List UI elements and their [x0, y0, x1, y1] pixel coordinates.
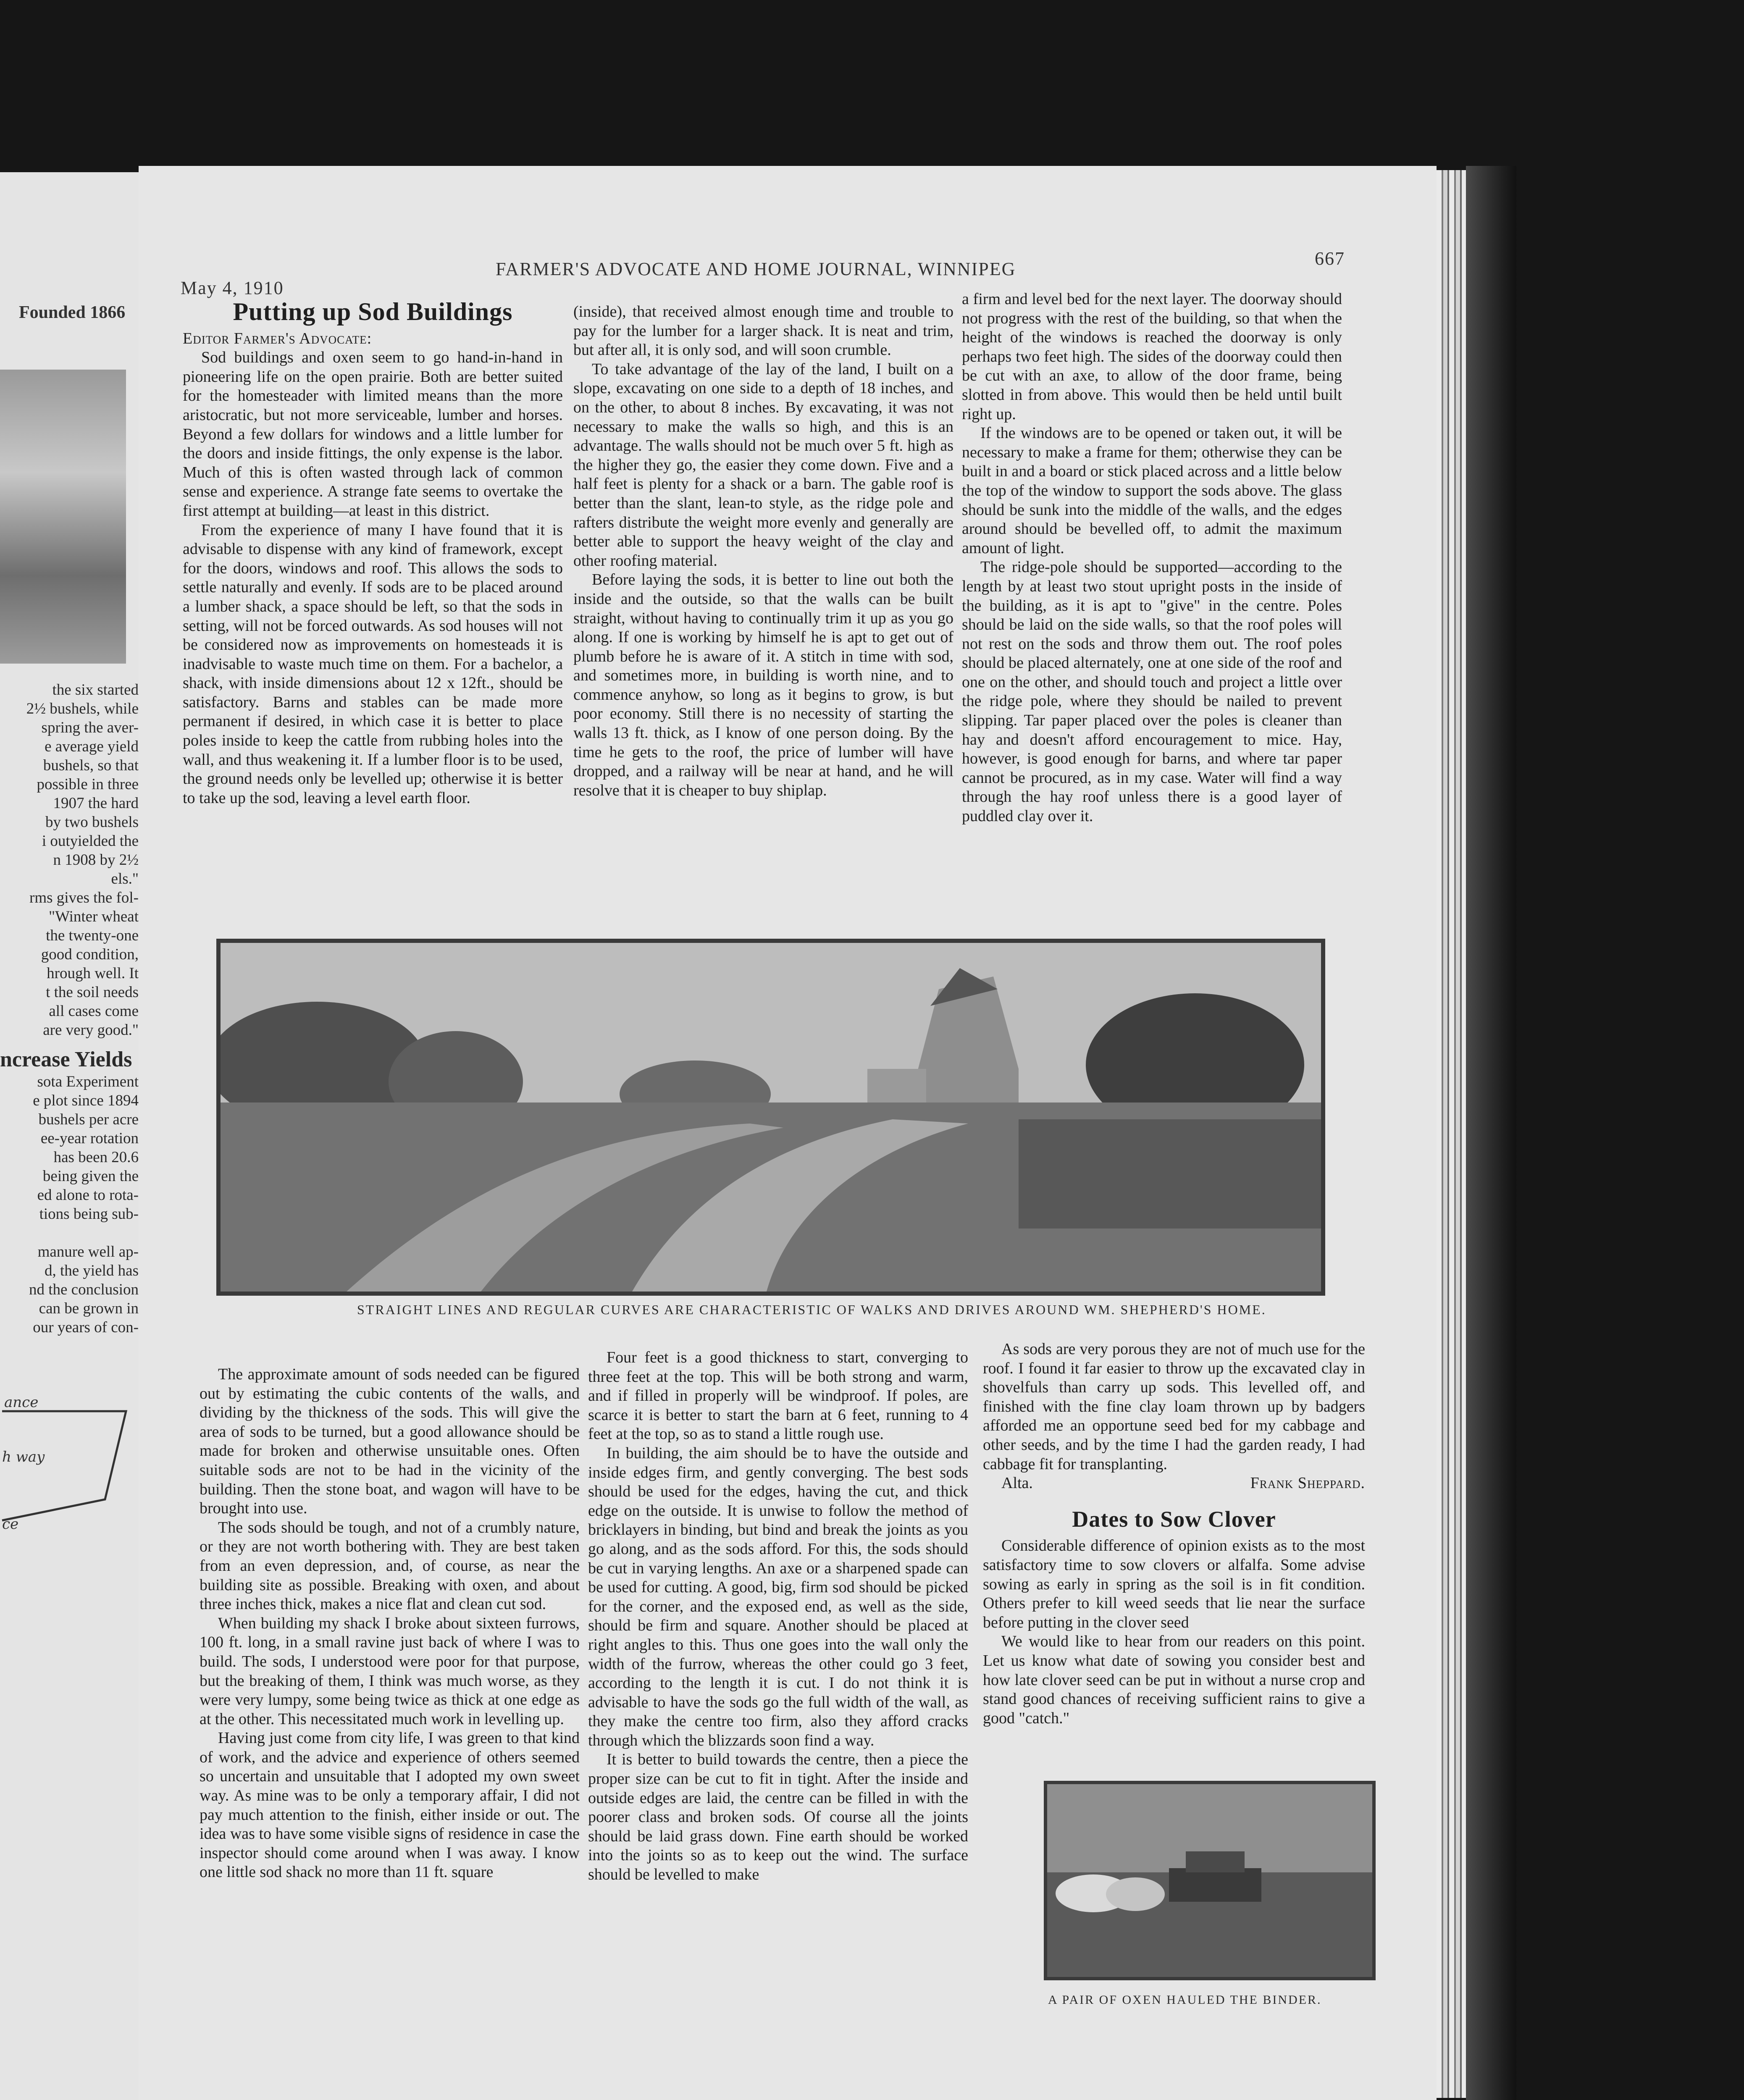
article1-signature: Frank Sheppard. [1250, 1474, 1365, 1492]
fragment-line: can be grown in [39, 1300, 139, 1317]
paragraph: The ridge-pole should be supported—according to the length by at least two stout upright posts in the inside of the building, as it is apt to "give" in the centre. Poles should be laid on the side walls, so that the roof poles will not rest on the sods and throw them out. The roof poles should be placed alternately, one at one side of the roof and one on the other, and should touch and project a little over the ridge pole, where they should be nailed to prevent slipping. Tar paper placed over the poles is cleaner than hay and doesn't afford encouragement to mice. Hay, however, is good enough for barns, and where tar paper cannot be procured, as in my case. Water will find a way through the hay roof unless there is a good layer of puddled clay over it. [962, 558, 1342, 825]
article1-signature-row [983, 1474, 1365, 1493]
paragraph: It is better to build towards the centre, then a piece the proper size can be cut to fit in tight. After the inside and outside edges are laid, the centre can be filled in with the poorer class and broken sods. Of course all the joints should be laid grass down. Fine earth should be worked into the joints so as to keep out the wind. The surface should be levelled to make [588, 1751, 968, 1884]
fragment-line: bushels per acre [38, 1111, 139, 1128]
fragment-line: bushels, so that [43, 757, 139, 774]
paragraph: From the experience of many I have found that it is advisable to dispense with any kind of framework, except for the doors, windows and roof. This allows the sods to settle naturally and evenly. If sods are to be placed around a lumber shack, a space should be left, so that the sods in setting, will not be forced outwards. As sod houses will not be considered now as improvements on homesteads it is inadvisable to waste much time on them. For a bachelor, a shack, with inside dimensions about 12 x 12ft., should be satisfactory. Barns and stables can be made more permanent if desired, in which case it is better to place poles inside to keep the cattle from rubbing holes into the wall, and thus weakening it. If a lumber floor is to be used, the ground needs only be levelled up; otherwise it is better to take up the sod, leaving a level earth floor. [183, 521, 563, 807]
fragment-line: tions being sub- [39, 1205, 139, 1223]
left-page-fragment-top [0, 680, 139, 1040]
fragment-line: are very good." [43, 1021, 139, 1039]
fragment-line: all cases come [49, 1003, 139, 1020]
fragment-line [0, 1223, 139, 1242]
paragraph: Having just come from city life, I was green to that kind of work, and the advice and experience of others seemed so uncertain and unsuitable that I adopted my own sweet way. As mine was to be only a temporary affair, I did not pay much attention to the finish, either inside or out. The idea was to have some visible signs of residence in case the inspector should come around when I was away. I know one little sod shack no more than 11 ft. square [200, 1729, 580, 1881]
fragment-line: nd the conclusion [29, 1281, 139, 1298]
left-page-sketch [0, 1394, 134, 1533]
fragment-line: the six started [52, 681, 139, 698]
fragment-line: possible in three [37, 776, 139, 793]
fragment-line: being given the [42, 1168, 139, 1185]
fragment-line: sota Experiment [37, 1073, 139, 1090]
paragraph: To take advantage of the lay of the land, I built on a slope, excavating on one side to a depth of 18 inches, and on the other, to about 8 inches. By excavating, it was not necessary to make the walls so high, and this is an advantage. The walls should not be much over 5 ft. high as the higher they go, the easier they come down. Five and a half feet is plenty for a shack or a barn. The gable roof is better than the slant, lean-to style, as the ridge pole and rafters distribute the weight more evenly and generally are better able to support the heavy weight of the clay and other roofing material. [573, 360, 953, 570]
left-page-heading: ncrease Yields [0, 1050, 132, 1069]
oxen-binder-caption: A PAIR OF OXEN HAULED THE BINDER. [1048, 1993, 1322, 2007]
fragment-line: 2½ bushels, while [26, 700, 139, 717]
fragment-line: our years of con- [33, 1319, 139, 1336]
column-paragraphs [983, 1340, 1365, 1474]
fragment-line: manure well ap- [37, 1243, 139, 1260]
paragraph: Considerable difference of opinion exists as to the most satisfactory time to sow clovers or alfalfa. Some advise sowing as early in spring as the soil is in fit condition. Others prefer to kill weed seeds that lie near the surface before putting in the clover seed [983, 1537, 1365, 1631]
fragment-line: d, the yield has [44, 1262, 139, 1279]
paragraph: In building, the aim should be to have the outside and inside edges firm, and gently converging. The best sods should be used for the edges, having the cut, and thick edge on the outside. It is unwise to follow the method of bricklayers in binding, but bind and break the joints as you go along, and as the sods afford. For this, the sods should be cut in varying lengths. An axe or a sharpened spade can be used for cutting. A good, big, firm sod should be picked for the corner, and the exposed end, as well as the side, should be firm and square. Another should be placed at right angles to this. Thus one goes into the wall only the width of the furrow, whereas the other could go 3 feet, according to the length it is cut. I do not think it is advisable to have the sods go the full width of the wall, as they make the centre too firm, also they afford cracks through which the blizzards soon find a way. [588, 1444, 968, 1749]
article1-column-5 [588, 1348, 968, 1885]
column-paragraphs [588, 1348, 968, 1885]
shepherd-home-caption: STRAIGHT LINES AND REGULAR CURVES ARE CHARACTERISTIC OF WALKS AND DRIVES AROUND WM. SHEPHERD'S HOME. [357, 1302, 1266, 1317]
article1-salutation: Editor Farmer's Advocate: [183, 329, 372, 347]
paragraph: Four feet is a good thickness to start, converging to three feet at the top. This will be both strong and warm, and if filled in properly will be windproof. If poles, are scarce it is better to start the barn at 6 feet, running to 4 feet at the top, so as to stand a little rough use. [588, 1349, 968, 1443]
column-paragraphs [962, 290, 1342, 826]
fragment-line: e average yield [45, 738, 139, 755]
header-date: May 4, 1910 [181, 278, 284, 298]
column-paragraphs [573, 302, 953, 800]
fragment-line: ed alone to rota- [37, 1186, 139, 1204]
article1-column-3 [962, 290, 1342, 826]
header-journal: FARMER'S ADVOCATE AND HOME JOURNAL, WINNIPEG [496, 259, 1016, 279]
sketch-label: ance [4, 1394, 39, 1411]
fragment-line: hrough well. It [47, 965, 139, 982]
book-binding [1466, 166, 1516, 2100]
paragraph: If the windows are to be opened or taken out, it will be necessary to make a frame for them; otherwise they can be built in and a board or stick placed across and a little below the top of the window to support the sods above. The glass should be sunk into the middle of the walls, and the edges around should be bevelled off, to admit the maximum amount of light. [962, 424, 1342, 557]
fragment-line: spring the aver- [41, 719, 139, 736]
fragment-line: rms gives the fol- [29, 889, 139, 906]
fragment-line: i outyielded the [42, 832, 139, 850]
fragment-line: e plot since 1894 [33, 1092, 139, 1109]
oxen-binder-photo [1044, 1781, 1376, 1980]
fragment-line: good condition, [41, 946, 139, 963]
fragment-line: ee-year rotation [40, 1130, 139, 1147]
sketch-label: h way [2, 1449, 45, 1465]
column-paragraphs [200, 1365, 580, 1882]
fragment-line: n 1908 by 2½ [53, 851, 139, 869]
paragraph: Sod buildings and oxen seem to go hand-in-hand in pioneering life on the open prairie. Both are better suited for the homesteader with limited means than the more aristocratic, but not more serviceable, lumber and horses. Beyond a few dollars for windows and a little lumber for the doors and inside fittings, the only expense is the labor. Much of this is often wasted through lack of common sense and experience. A strange fate seems to overtake the first attempt at building—at least in this district. [183, 349, 563, 520]
fragment-line: "Winter wheat [49, 908, 139, 925]
left-page-fragment-bottom [0, 1046, 139, 1337]
fragment-line: the twenty-one [46, 927, 139, 944]
paragraph: Before laying the sods, it is better to line out both the inside and the outside, so that the walls can be built straight, without having to continually trim it up as you go along. If one is working by himself he is apt to get out of plumb before he is aware of it. A stitch in time with sod, and sometimes more, in building is worth nine, and to commence anyhow, so long as it begins to grow, is but poor economy. Still there is no necessity of starting the walls 13 ft. thick, as I know of one person doing. By the time he gets to the roof, the price of lumber will have dropped, and a railway will be near at hand, and he will resolve that it is cheaper to buy shiplap. [573, 571, 953, 799]
page-number: 667 [1315, 248, 1345, 269]
fragment-line: els." [111, 870, 139, 887]
article1-title: Putting up Sod Buildings [233, 298, 513, 326]
paragraph: The approximate amount of sods needed can be figured out by estimating the cubic contents of the walls, and dividing by the thickness of the sods. This will give the area of sods to be turned, but a good allowance should be made for broken and otherwise unsuitable ones. Often suitable sods are not to be had in the vicinity of the building. Then the stone boat, and wagon will have to be brought into use. [200, 1365, 580, 1517]
article1-column-1 [183, 298, 563, 808]
article1-column-4 [200, 1365, 580, 1882]
sketch-label: ce [2, 1516, 19, 1533]
left-page-photo [0, 370, 126, 664]
article1-place: Alta. [1001, 1474, 1033, 1492]
column-paragraphs [983, 1536, 1365, 1728]
paragraph: (inside), that received almost enough time and trouble to pay for the lumber for a larger shack. It is neat and trim, but after all, it is only sod, and will soon crumble. [573, 303, 953, 359]
fragment-line: by two bushels [45, 814, 139, 831]
paragraph: The sods should be tough, and not of a crumbly nature, or they are not worth bothering with. They are best taken from an even depression, and, of course, as near the building site as possible. Breaking with oxen, and about three inches thick, makes a nice flat and clean cut sod. [200, 1518, 580, 1613]
article2-title: Dates to Sow Clover [1072, 1506, 1276, 1532]
column-paragraphs [183, 348, 563, 808]
paragraph: As sods are very porous they are not of much use for the roof. I found it far easier to throw up the excavated clay in shovelfuls than carry up sods. This levelled off, and finished with the fine clay loam thrown up by badgers afforded me an opportune seed bed for my cabbage and other seeds, and by the time I had the garden ready, I had cabbage fit for transplanting. [983, 1340, 1365, 1473]
fragment-line: has been 20.6 [53, 1149, 139, 1166]
fragment-line: t the soil needs [46, 984, 139, 1001]
page-edges [1437, 170, 1466, 2098]
paragraph: a firm and level bed for the next layer. The doorway should not progress with the rest of the building, so that when the height of the windows is reached the doorway is only perhaps two feet high. The sides of the doorway could then be cut with an axe, to allow of the door frame, being slotted in from above. This would then be held until built right up. [962, 290, 1342, 423]
paragraph: When building my shack I broke about sixteen furrows, 100 ft. long, in a small ravine just back of where I was to build. The sods, I understood were poor for that purpose, but the breaking of them, I think was much worse, as they were very lumpy, some being twice as thick at one edge as at the other. This necessitated much work in levelling up. [200, 1614, 580, 1728]
fragment-line: 1907 the hard [53, 795, 139, 812]
article1-column-6 [983, 1340, 1365, 1728]
article1-column-2 [573, 302, 953, 800]
shepherd-home-photo [216, 939, 1325, 1296]
left-page-founded: Founded 1866 [19, 303, 126, 322]
paragraph: We would like to hear from our readers on this point. Let us know what date of sowing you consider best and how late clover seed can be put in without a nurse crop and stand good chances of receiving sufficient rains to give a good "catch." [983, 1633, 1365, 1727]
